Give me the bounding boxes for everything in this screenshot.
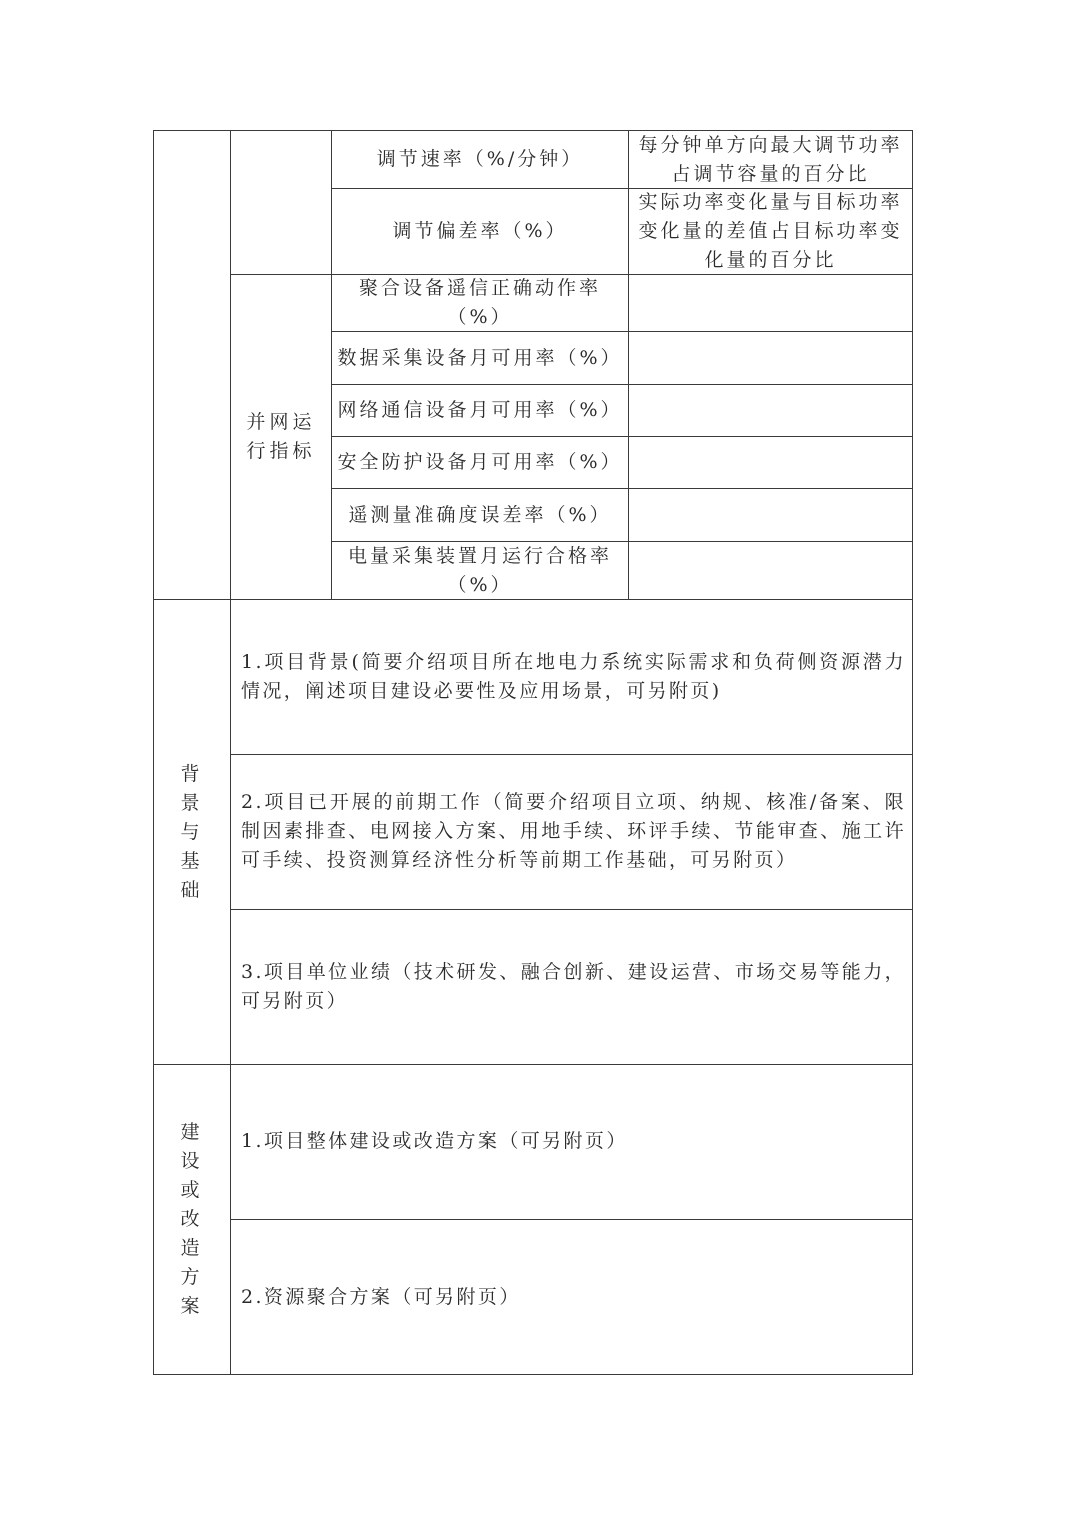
- metric-name-cell: 调节速率（%/分钟）: [376, 148, 584, 170]
- construction-section-label: 建设或改造方案: [180, 1121, 204, 1317]
- indicator-name-cell: 聚合设备遥信正确动作率（%）: [358, 277, 601, 328]
- indicator-name-cell: 数据采集设备月可用率（%）: [337, 346, 623, 369]
- construction-item-resource-aggregation: 2.资源聚合方案（可另附页）: [241, 1286, 521, 1308]
- indicator-value-input[interactable]: [629, 489, 912, 541]
- background-item-unit-performance: 3.项目单位业绩（技术研发、融合创新、建设运营、市场交易等能力，可另附页）: [241, 961, 906, 1012]
- table-bottom-border: [153, 1374, 913, 1375]
- column-divider: [230, 130, 231, 1375]
- indicator-value-input[interactable]: [629, 332, 912, 384]
- indicator-value-input[interactable]: [629, 385, 912, 436]
- table-right-border: [912, 130, 913, 1375]
- metric-description-cell: 每分钟单方向最大调节功率占调节容量的百分比: [638, 133, 903, 185]
- indicator-value-input[interactable]: [629, 542, 912, 599]
- row-divider: [230, 1219, 913, 1220]
- application-form-table: [153, 130, 913, 1375]
- section-divider: [153, 1064, 913, 1065]
- indicator-name-cell: 遥测量准确度误差率（%）: [348, 503, 612, 526]
- indicator-value-input[interactable]: [629, 275, 912, 331]
- row-divider: [230, 909, 913, 910]
- indicator-value-input[interactable]: [629, 437, 912, 488]
- metric-name-cell: 调节偏差率（%）: [392, 220, 568, 242]
- background-item-preliminary-work: 2.项目已开展的前期工作（简要介绍项目立项、纳规、核准/备案、限制因素排查、电网接入方案、用地手续、环评手续、节能审查、施工许可手续、投资测算经济性分析等前期工作基础，可另附页）: [241, 791, 906, 871]
- row-divider: [230, 754, 913, 755]
- construction-item-overall-plan: 1.项目整体建设或改造方案（可另附页）: [241, 1130, 628, 1152]
- background-section-label: 背景与基础: [180, 762, 204, 901]
- indicator-name-cell: 安全防护设备月可用率（%）: [337, 451, 623, 473]
- indicator-name-cell: 网络通信设备月可用率（%）: [337, 399, 623, 421]
- indicator-name-cell: 电量采集装置月运行合格率（%）: [347, 544, 612, 596]
- metric-description-cell: 实际功率变化量与目标功率变化量的差值占目标功率变化量的百分比: [638, 191, 903, 271]
- grid-operation-category-label: 并网运行指标: [246, 411, 316, 462]
- background-item-project-background: 1.项目背景(简要介绍项目所在地电力系统实际需求和负荷侧资源潜力情况，阐述项目建设必要性及应用场景，可另附页): [241, 651, 906, 702]
